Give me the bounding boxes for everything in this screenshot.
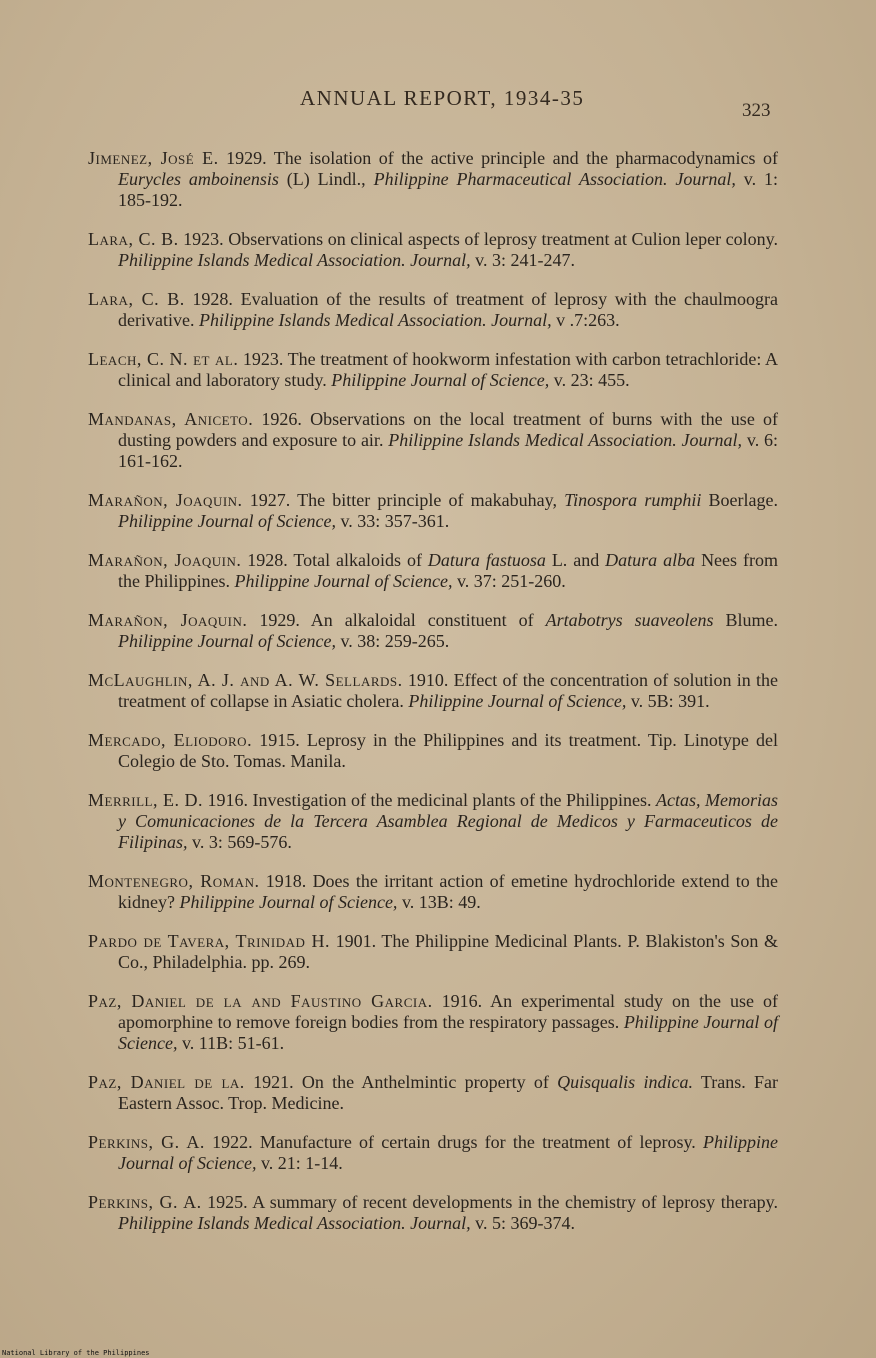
entry-year: 1910. — [407, 670, 449, 690]
entry-title: Boerlage. — [708, 490, 778, 510]
scan-credit: National Library of the Philippines — [2, 1349, 150, 1357]
entry-title: Nees from the Philippines. — [118, 550, 778, 591]
entry-title: Does the irritant action of emetine hydrochloride extend to the kidney? — [118, 871, 779, 912]
bibliography-entry — [88, 931, 778, 973]
entry-title: Observations on clinical aspects of leprosy treatment at Culion leper colony. — [228, 229, 778, 249]
bibliography-entry — [88, 610, 778, 652]
entry-title: An experimental study on the use of apomorphine to remove foreign bodies from the respiratory passages. — [118, 991, 778, 1032]
bibliography-entry — [88, 670, 778, 712]
entry-species-name: Datura alba — [605, 550, 696, 570]
entry-title: The Philippine Medicinal Plants. P. Blakiston's Son & Co., Philadelphia. pp. 269. — [118, 931, 778, 972]
entry-year: 1926. — [261, 409, 302, 429]
entry-citation: v. 38: 259-265. — [340, 631, 450, 651]
entry-year: 1929. — [259, 610, 300, 630]
entry-journal: Philippine Islands Medical Association. Journal, — [198, 310, 552, 330]
entry-journal: Philippine Journal of Science, — [118, 511, 336, 531]
entry-title: A summary of recent developments in the chemistry of leprosy therapy. — [252, 1192, 779, 1212]
bibliography-entry — [88, 550, 778, 592]
bibliography-entry — [88, 148, 778, 211]
entry-journal: Philippine Journal of Science, — [118, 1012, 779, 1053]
entry-citation: v. 33: 357-361. — [340, 511, 450, 531]
entry-citation: v. 37: 251-260. — [456, 571, 566, 591]
entry-citation: v. 1: 185-192. — [118, 169, 779, 210]
entry-journal: Philippine Islands Medical Association. Journal, — [388, 430, 743, 450]
bibliography-entry — [88, 490, 778, 532]
bibliography-entry — [88, 349, 778, 391]
entry-year: 1923. — [242, 349, 284, 369]
entry-author: Jimenez, José E. — [88, 148, 219, 168]
entry-year: 1923. — [183, 229, 224, 249]
entry-year: 1921. — [253, 1072, 294, 1092]
entry-title: Trans. Far Eastern Assoc. Trop. Medicine. — [118, 1072, 779, 1113]
entry-title: Manufacture of certain drugs for the treatment of leprosy. — [259, 1132, 696, 1152]
entry-species-name: Eurycles amboinensis — [118, 169, 279, 189]
entry-journal: Philippine Islands Medical Association. Journal, — [118, 250, 471, 270]
entry-year: 1922. — [212, 1132, 253, 1152]
entry-citation: v. 21: 1-14. — [260, 1153, 343, 1173]
entry-year: 1901. — [335, 931, 377, 951]
bibliography-entry — [88, 871, 778, 913]
entry-year: 1918. — [265, 871, 307, 891]
page-number: 323 — [742, 100, 771, 121]
bibliography-entry — [88, 1192, 778, 1234]
entry-author: Lara, C. B. — [88, 229, 179, 249]
page-header — [0, 80, 876, 120]
entry-species-name: Artabotrys suaveolens — [545, 610, 714, 630]
entry-author: Marañon, Joaquin. — [88, 550, 242, 570]
entry-citation: v. 3: 241-247. — [475, 250, 575, 270]
entry-title: L. and — [551, 550, 600, 570]
entry-title: Observations on the local treatment of burns with the use of dusting powders and exposure to air. — [118, 409, 778, 450]
bibliography-entry — [88, 1072, 778, 1114]
entry-species-name: Tinospora rumphii — [564, 490, 702, 510]
entry-species-name: Datura fastuosa — [427, 550, 546, 570]
entry-year: 1915. — [259, 730, 300, 750]
bibliography-entry — [88, 289, 778, 331]
entry-author: Pardo de Tavera, Trinidad H. — [88, 931, 330, 951]
entry-title: Leprosy in the Philippines and its treatment. Tip. Linotype del Colegio de Sto. Tomas. Manila. — [118, 730, 779, 771]
entry-author: Leach, C. N. et al. — [88, 349, 239, 369]
entry-title: Total alkaloids of — [293, 550, 422, 570]
entry-author: Paz, Daniel de la and Faustino Garcia. — [88, 991, 433, 1011]
entry-author: Merrill, E. D. — [88, 790, 204, 810]
bibliography-entry — [88, 409, 778, 472]
bibliography-list — [88, 130, 778, 1244]
entry-author: Lara, C. B. — [88, 289, 185, 309]
entry-journal: Philippine Journal of Science, — [408, 691, 627, 711]
entry-author: Mercado, Eliodoro. — [88, 730, 253, 750]
entry-year: 1928. — [192, 289, 233, 309]
entry-author: Marañon, Joaquin. — [88, 490, 243, 510]
entry-title: Effect of the concentration of solution in the treatment of collapse in Asiatic cholera. — [118, 670, 779, 711]
entry-author: Perkins, G. A. — [88, 1132, 205, 1152]
entry-year: 1927. — [249, 490, 291, 510]
entry-citation: v. 6: 161-162. — [118, 430, 778, 471]
entry-title: On the Anthelmintic property of — [301, 1072, 549, 1092]
entry-title: Evaluation of the results of treatment of leprosy with the chaulmoogra derivative. — [118, 289, 778, 330]
entry-author: Marañon, Joaquin. — [88, 610, 248, 630]
entry-journal: Philippine Journal of Science, — [331, 370, 550, 390]
bibliography-entry — [88, 229, 778, 271]
entry-journal: Philippine Journal of Science, — [234, 571, 453, 591]
entry-title: (L) Lindl., — [286, 169, 366, 189]
entry-year: 1929. — [226, 148, 267, 168]
entry-species-name: Quisqualis indica. — [557, 1072, 693, 1092]
bibliography-entry — [88, 991, 778, 1054]
entry-title: The treatment of hookworm infestation with carbon tetrachloride: A clinical and laboratory study. — [118, 349, 778, 390]
entry-citation: v. 5: 369-374. — [475, 1213, 575, 1233]
entry-title: The bitter principle of makabuhay, — [297, 490, 557, 510]
running-title: ANNUAL REPORT, 1934-35 — [300, 86, 585, 110]
entry-author: Perkins, G. A. — [88, 1192, 202, 1212]
entry-journal: Philippine Journal of Science, — [118, 631, 336, 651]
entry-title: Investigation of the medicinal plants of the Philippines. — [252, 790, 652, 810]
entry-author: McLaughlin, A. J. and A. W. Sellards. — [88, 670, 403, 690]
entry-year: 1916. — [207, 790, 249, 810]
entry-citation: v. 23: 455. — [553, 370, 630, 390]
entry-journal: Philippine Journal of Science, — [179, 892, 398, 912]
entry-title: Blume. — [725, 610, 779, 630]
entry-journal: Philippine Islands Medical Association. Journal, — [118, 1213, 471, 1233]
entry-citation: v. 11B: 51-61. — [181, 1033, 285, 1053]
entry-citation: v. 13B: 49. — [401, 892, 481, 912]
entry-year: 1925. — [207, 1192, 248, 1212]
entry-author: Montenegro, Roman. — [88, 871, 260, 891]
entry-citation: v .7:263. — [556, 310, 620, 330]
entry-author: Mandanas, Aniceto. — [88, 409, 254, 429]
entry-journal: Philippine Journal of Science, — [118, 1132, 779, 1173]
entry-author: Paz, Daniel de la. — [88, 1072, 245, 1092]
entry-title: An alkaloidal constituent of — [310, 610, 534, 630]
entry-year: 1928. — [247, 550, 288, 570]
entry-journal: Actas, Memorias y Comunicaciones de la Tercera Asamblea Regional de Medicos y Farmaceuticos de Filipinas, — [118, 790, 779, 852]
entry-title: The isolation of the active principle and the pharmacodynamics of — [273, 148, 778, 168]
entry-citation: v. 5B: 391. — [630, 691, 710, 711]
bibliography-entry — [88, 730, 778, 772]
entry-citation: v. 3: 569-576. — [192, 832, 292, 852]
bibliography-entry — [88, 1132, 778, 1174]
entry-journal: Philippine Pharmaceutical Association. Journal, — [373, 169, 736, 189]
bibliography-entry — [88, 790, 778, 853]
entry-year: 1916. — [441, 991, 483, 1011]
